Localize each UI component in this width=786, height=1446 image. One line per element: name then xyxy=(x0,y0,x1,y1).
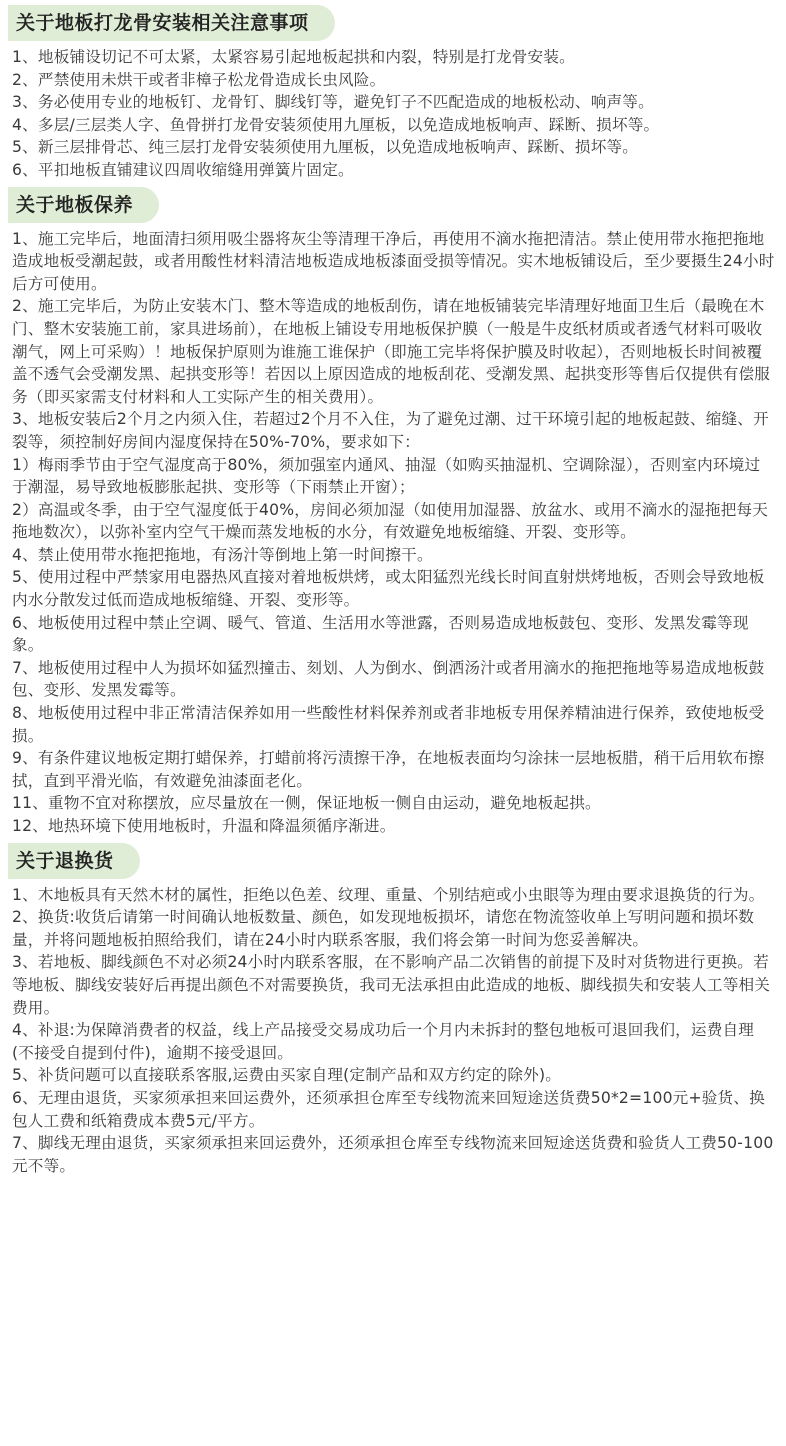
list-item: 1、施工完毕后，地面清扫须用吸尘器将灰尘等清理干净后，再使用不滴水拖把清洁。禁止使用带水拖把拖地造成地板受潮起鼓，或者用酸性材料清洁地板造成地板漆面受损等情况。实木地板铺设后，至少要摄生24小时后方可使用。 xyxy=(12,229,775,293)
list-item: 6、平扣地板直铺建议四周收缩缝用弹簧片固定。 xyxy=(12,160,354,179)
section-heading: 关于地板打龙骨安装相关注意事项 xyxy=(8,5,335,41)
list-item: 9、有条件建议地板定期打蜡保养，打蜡前将污渍擦干净，在地板表面均匀涂抹一层地板腊，稍干后用软布擦拭，直到平滑光临，有效避免油漆面老化。 xyxy=(12,749,765,790)
list-item: 12、地热环境下使用地板时，升温和降温须循序渐进。 xyxy=(12,817,396,835)
list-item: 5、补货问题可以直接联系客服,运费由买家自理(定制产品和双方约定的除外)。 xyxy=(12,1066,562,1085)
list-item: 1、地板铺设切记不可太紧，太紧容易引起地板起拱和内裂，特别是打龙骨安装。 xyxy=(12,48,575,66)
list-item: 4、多层/三层类人字、鱼骨拼打龙骨安装须使用九厘板，以免造成地板响声、踩断、损坏等。 xyxy=(12,115,660,134)
list-item: 3、地板安装后2个月之内须入住，若超过2个月不入住，为了避免过潮、过干环境引起的地板起鼓、缩缝、开裂等，须控制好房间内湿度保持在50%-70%，要求如下： xyxy=(12,410,769,451)
section-floor-maintenance xyxy=(12,187,776,838)
list-item: 3、若地板、脚线颜色不对必须24小时内联系客服，在不影响产品二次销售的前提下及时对货物进行更换。若等地板、脚线安装好后再提出颜色不对需要换货，我司无法承担由此造成的地板、脚线损失和安装人工等相关费用。 xyxy=(12,953,771,1017)
list-item: 5、新三层排骨芯、纯三层打龙骨安装须使用九厘板，以免造成地板响声、踩断、损坏等。 xyxy=(12,138,639,157)
list-item: 6、地板使用过程中禁止空调、暖气、管道、生活用水等泄露，否则易造成地板鼓包、变形、发黑发霉等现象。 xyxy=(12,613,749,655)
list-item: 4、禁止使用带水拖把拖地，有汤汁等倒地上第一时间擦干。 xyxy=(12,545,433,564)
list-item: 2、严禁使用未烘干或者非樟子松龙骨造成长虫风险。 xyxy=(12,70,386,89)
list-item: 4、补退:为保障消费者的权益，线上产品接受交易成功后一个月内未拆封的整包地板可退回我们，运费自理(不接受自提到付件)，逾期不接受退回。 xyxy=(12,1021,755,1062)
list-item: 7、脚线无理由退货，买家须承担来回运费外，还须承担仓库至专线物流来回短途送货费和验货人工费50-100元不等。 xyxy=(12,1134,774,1175)
list-item: 11、重物不宜对称摆放，应尽量放在一侧，保证地板一侧自由运动，避免地板起拱。 xyxy=(12,794,601,813)
list-item: 8、地板使用过程中非正常清洁保养如用一些酸性材料保养剂或者非地板专用保养精油进行保养，致使地板受损。 xyxy=(12,704,765,745)
section-heading: 关于地板保养 xyxy=(8,187,159,223)
list-item: 7、地板使用过程中人为损坏如猛烈撞击、刻划、人为倒水、倒洒汤汁或者用滴水的拖把拖地等易造成地板鼓包、变形、发黑发霉等。 xyxy=(12,658,765,700)
list-item: 1）梅雨季节由于空气湿度高于80%，须加强室内通风、抽湿（如购买抽湿机、空调除湿），否则室内环境过于潮湿，易导致地板膨胀起拱、变形等（下雨禁止开窗）； xyxy=(12,455,761,497)
list-item: 2）高温或冬季，由于空气湿度低于40%，房间必须加湿（如使用加湿器、放盆水、或用不滴水的湿拖把每天拖地数次），以弥补室内空气干燥而蒸发地板的水分，有效避免地板缩缝、开裂、变形等。 xyxy=(12,500,769,542)
list-item: 1、木地板具有天然木材的属性，拒绝以色差、纹理、重量、个别结疤或小虫眼等为理由要求退换货的行为。 xyxy=(12,885,765,904)
list-item: 6、无理由退货，买家须承担来回运费外，还须承担仓库至专线物流来回短途送货费50*2=100元+验货、换包人工费和纸箱费成本费5元/平方。 xyxy=(12,1088,765,1130)
list-item: 2、换货:收货后请第一时间确认地板数量、颜色，如发现地板损坏，请您在物流签收单上写明问题和损坏数量，并将问题地板拍照给我们，请在24小时内联系客服，我们将会第一时间为您妥善解决。 xyxy=(12,908,755,949)
section-returns-exchanges xyxy=(12,843,776,1178)
list-item: 3、务必使用专业的地板钉、龙骨钉、脚线钉等，避免钉子不匹配造成的地板松动、响声等。 xyxy=(12,93,654,112)
section-heading: 关于退换货 xyxy=(8,843,140,879)
list-item: 2、施工完毕后，为防止安装木门、整木等造成的地板刮伤，请在地板铺装完毕清理好地面卫生后（最晚在木门、整木安装施工前，家具进场前），在地板上铺设专用地板保护膜（一般是牛皮纸材质或者透气材料可吸收潮气，网上可采购）！地板保护原则为谁施工谁保护（即施工完毕将保护膜及时收起），否则地板长时间被覆盖不透气会受潮发黑、起拱变形等！若因以上原因造成的地板刮花、受潮发黑、起拱变形等售后仅提供有偿服务（即买家需支付材料和人工实际产生的相关费用）。 xyxy=(12,297,771,406)
section-installation-notes xyxy=(12,5,776,182)
list-item: 5、使用过程中严禁家用电器热风直接对着地板烘烤，或太阳猛烈光线长时间直射烘烤地板，否则会导致地板内水分散发过低而造成地板缩缝、开裂、变形等。 xyxy=(12,568,765,610)
